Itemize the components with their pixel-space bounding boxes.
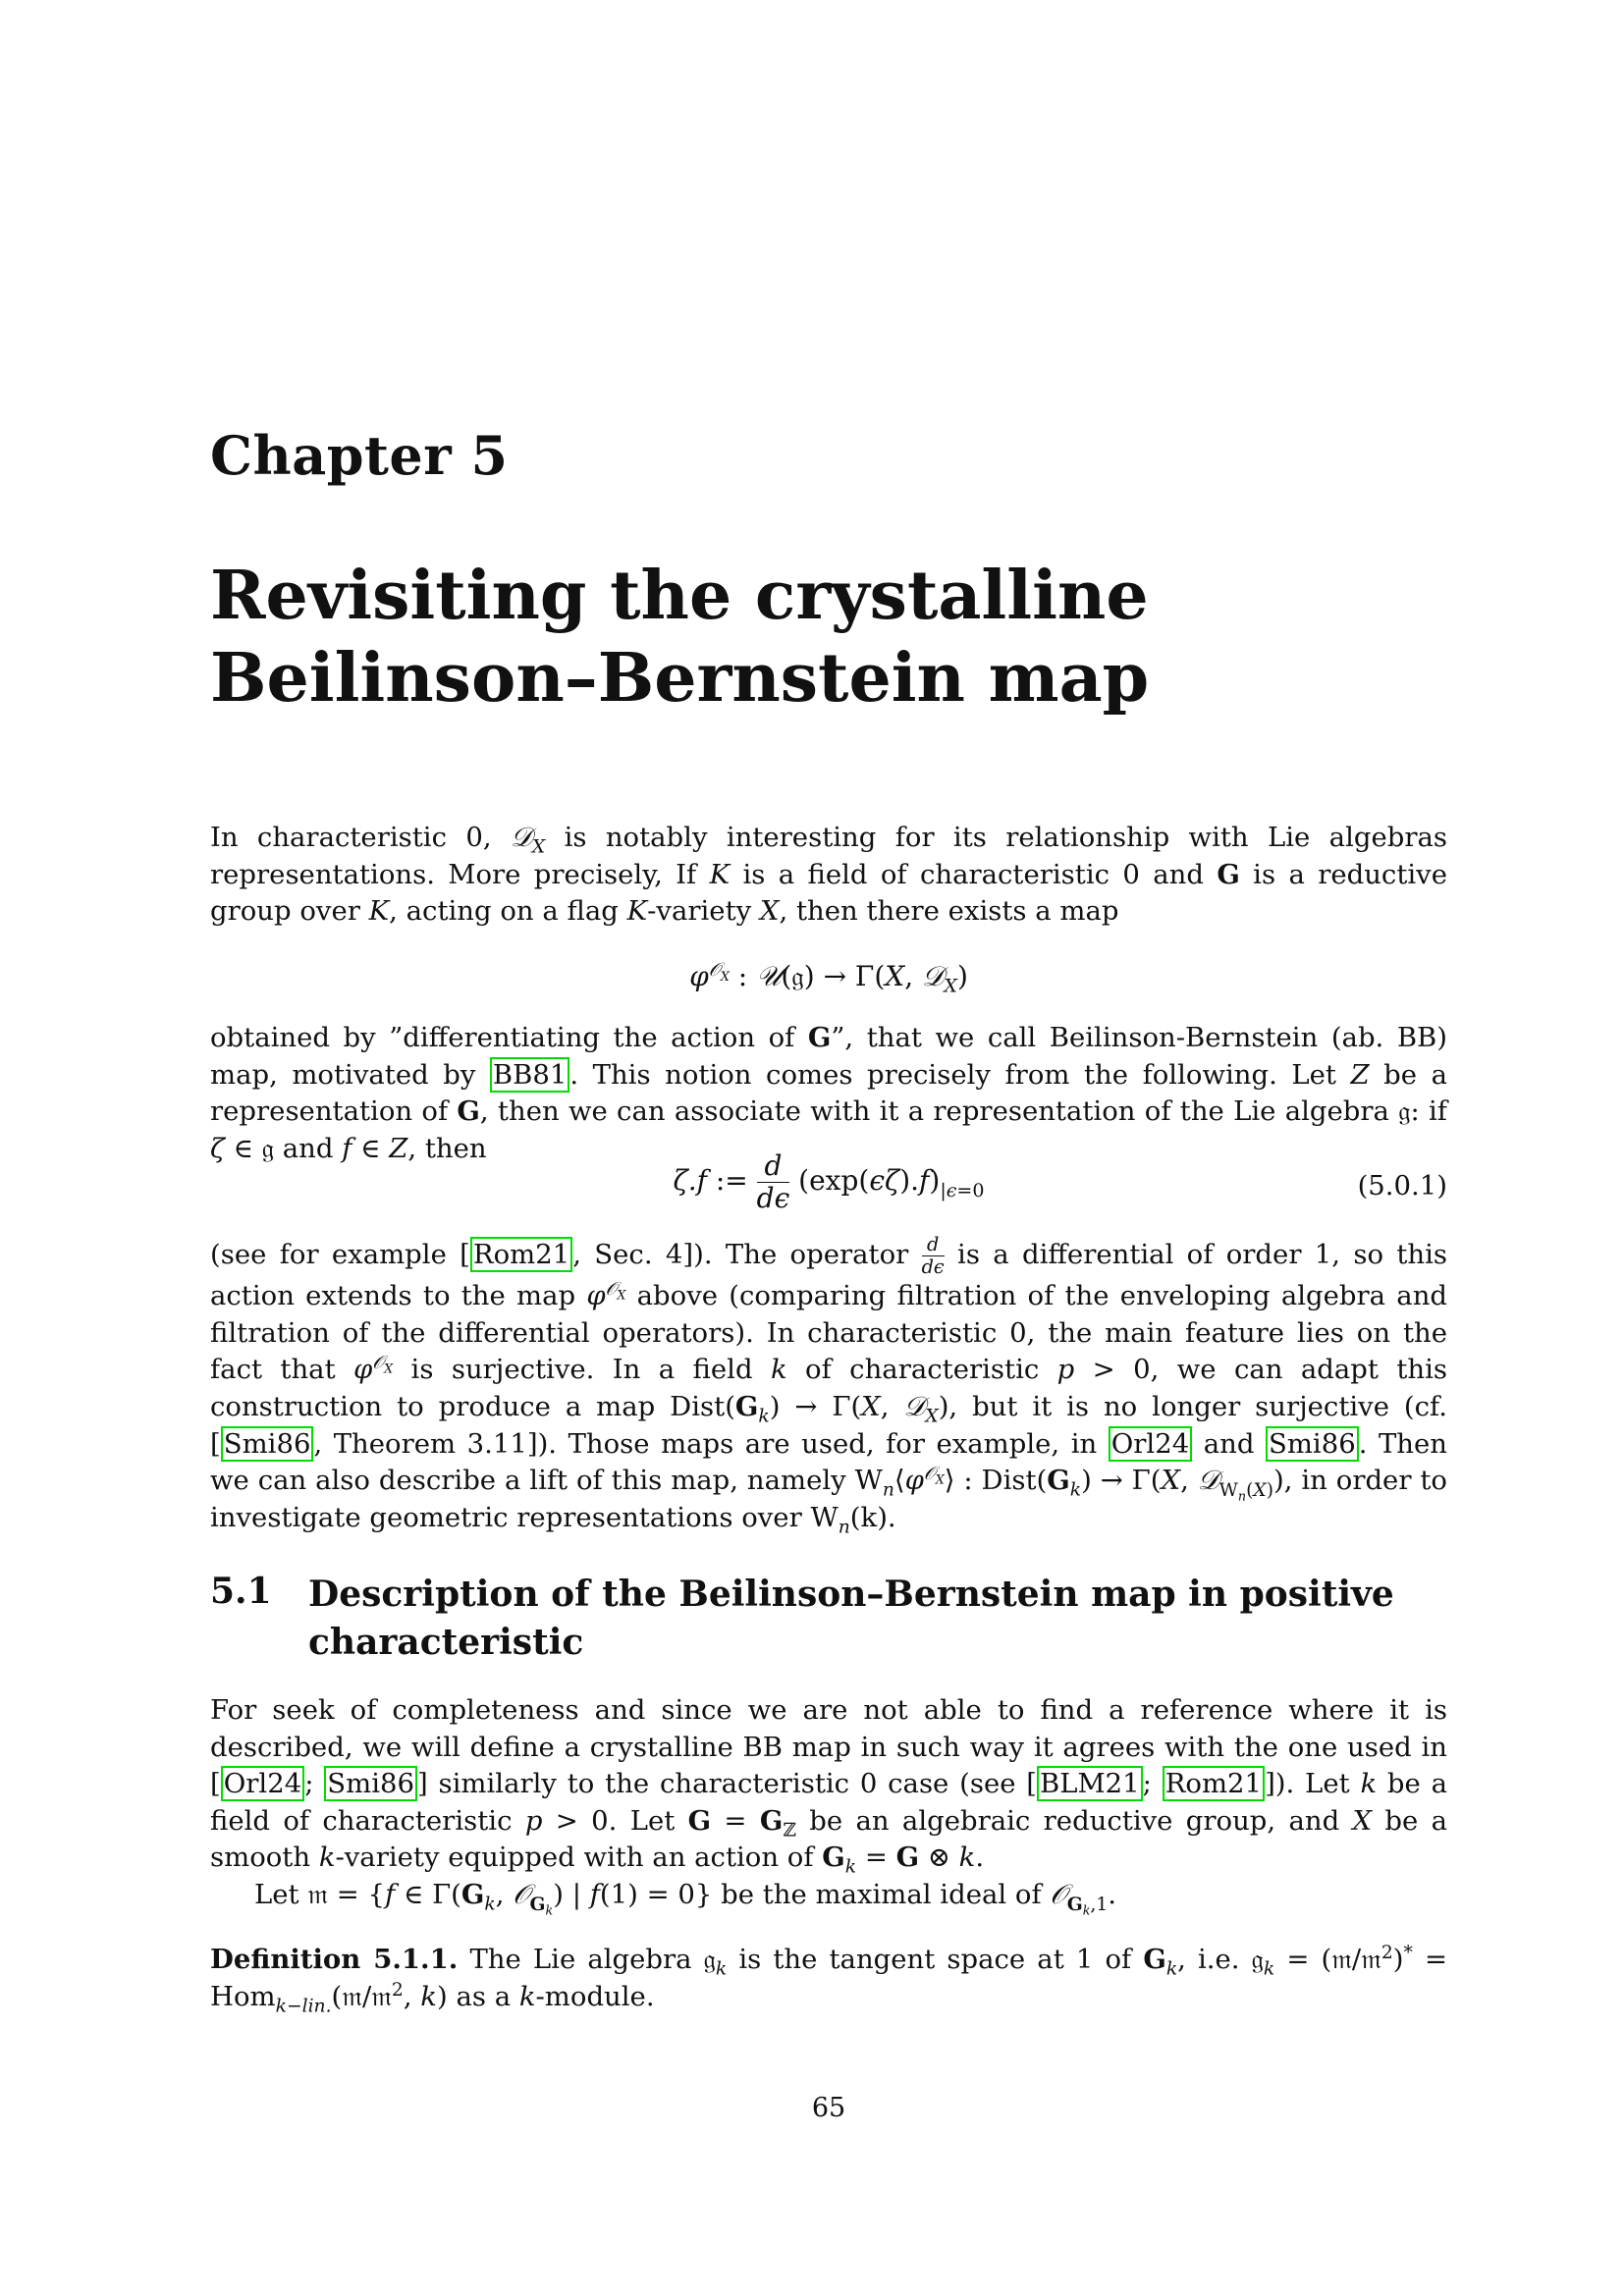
intro-paragraph-2: obtained by ”differentiating the action of G”, that we call Beilinson-Bernstein (ab. BB) map, motivated by BB81 . This notion comes precisely from the following. Let Z be a representation of G, then we can associate with it a representation of the Lie algebra 𝔤: if ζ ∈ 𝔤 and f ∈ Z, then (210, 1022, 1447, 1164)
citation-rom21[interactable]: Rom21 (470, 1237, 572, 1272)
equation-number: (5.0.1) (1357, 1170, 1447, 1201)
citation-bb81[interactable]: BB81 (490, 1057, 569, 1093)
citation-blm21[interactable]: BLM21 (1037, 1766, 1143, 1801)
definition-5-1-1: Definition 5.1.1. The Lie algebra 𝔤$_k$ is the tangent space at 1 of $G_k$, i.e. 𝔤$_k$ = (𝔪/𝔪$^2$)* = Hom$_{k-lin.}$(𝔪/𝔪$^2$, k) as a k-module. (210, 1942, 1447, 2017)
chapter-title-line-1: Revisiting the crystalline (210, 557, 1149, 635)
section-paragraph-2: Let 𝔪 = {f ∈ $\Gamma(G_k$, 𝒪$_{G_k}$) | f(1) = 0} be the maximal ideal of 𝒪$_{G_k,1}$. (254, 1879, 1116, 1918)
intro-paragraph-1: In characteristic 0, 𝒟$_X$ is notably interesting for its relationship with Lie algebras representations. More precisely, If K is a field of characteristic 0 and G is a reductive group over K, acting on a flag K-variety X, then there exists a map (210, 822, 1447, 928)
definition-label: Definition 5.1.1. (210, 1944, 459, 1975)
display-equation-bb-map: $\varphi^{𝒪_X}$ : 𝒰(𝔤) → Γ(X, 𝒟$_X$) (689, 958, 968, 997)
citation-smi86-2[interactable]: Smi86 (1266, 1426, 1359, 1462)
intro-paragraph-3: (see for example [ Rom21 , Sec. 4]). The operator $\frac{d}{d\epsilon}$ is a differential of order 1, so this action extends to the map $\varphi^{𝒪_X}$ above (comparing filtration of the enveloping algebra and filtration of the differential operators). In characteristic 0, the main feature lies on the fact that $\varphi^{𝒪_X}$ is surjective. In a field k of characteristic p > 0, we can adapt this construction to produce a map $Dist(G_k) \to \Gamma(X$, 𝒟$_X$), but it is no longer surjective (cf. [ Smi86 , Theorem 3.11]). Those maps are used, for example, in Orl24 and Smi86 . Then we can also describe a lift of this map, namely $W_n⟨\varphi^{𝒪_X}⟩$ : $Dist(G_k) \to \Gamma(X$, 𝒟$_{W_n(X)}$), in order to investigate geometric representations over $W_n(k)$. (210, 1233, 1448, 1538)
derivative-operator: $\frac{d}{d\epsilon}$ (921, 1233, 945, 1279)
chapter-title (210, 555, 1149, 720)
section-paragraph-1: For seek of completeness and since we are not able to find a reference where it is described, we will define a crystalline BB map in such way it agrees with the one used in [ Orl24 ; Smi86 ] similarly to the characteristic 0 case (see [ BLM21 ; Rom21 ]). Let k be a field of characteristic p > 0. Let $G = G_ℤ$ be an algebraic reductive group, and X be a smooth k-variety equipped with an action of $G_k = G$ ⊗ k. (210, 1694, 1448, 1878)
citation-smi86-3[interactable]: Smi86 (324, 1766, 417, 1801)
section-title: Description of the Beilinson–Bernstein map in positive characteristic (308, 1574, 1394, 1663)
citation-orl24[interactable]: Orl24 (1109, 1426, 1192, 1462)
page-number: 65 (811, 2093, 846, 2123)
citation-rom21-2[interactable]: Rom21 (1163, 1766, 1265, 1801)
derivative-fraction: $\frac{d}{d\epsilon}$ (756, 1149, 790, 1215)
section-number: 5.1 (210, 1571, 272, 1612)
citation-smi86[interactable]: Smi86 (221, 1426, 314, 1462)
chapter-label: Chapter 5 (210, 424, 509, 487)
chapter-title-line-2: Beilinson–Bernstein map (210, 639, 1150, 718)
display-equation-5-0-1: ζ.f := $\frac{d}{d\epsilon}$ $(\exp(\epsilon\zeta).f)_{|\epsilon=0}$ (673, 1149, 985, 1215)
citation-orl24-2[interactable]: Orl24 (221, 1766, 304, 1801)
